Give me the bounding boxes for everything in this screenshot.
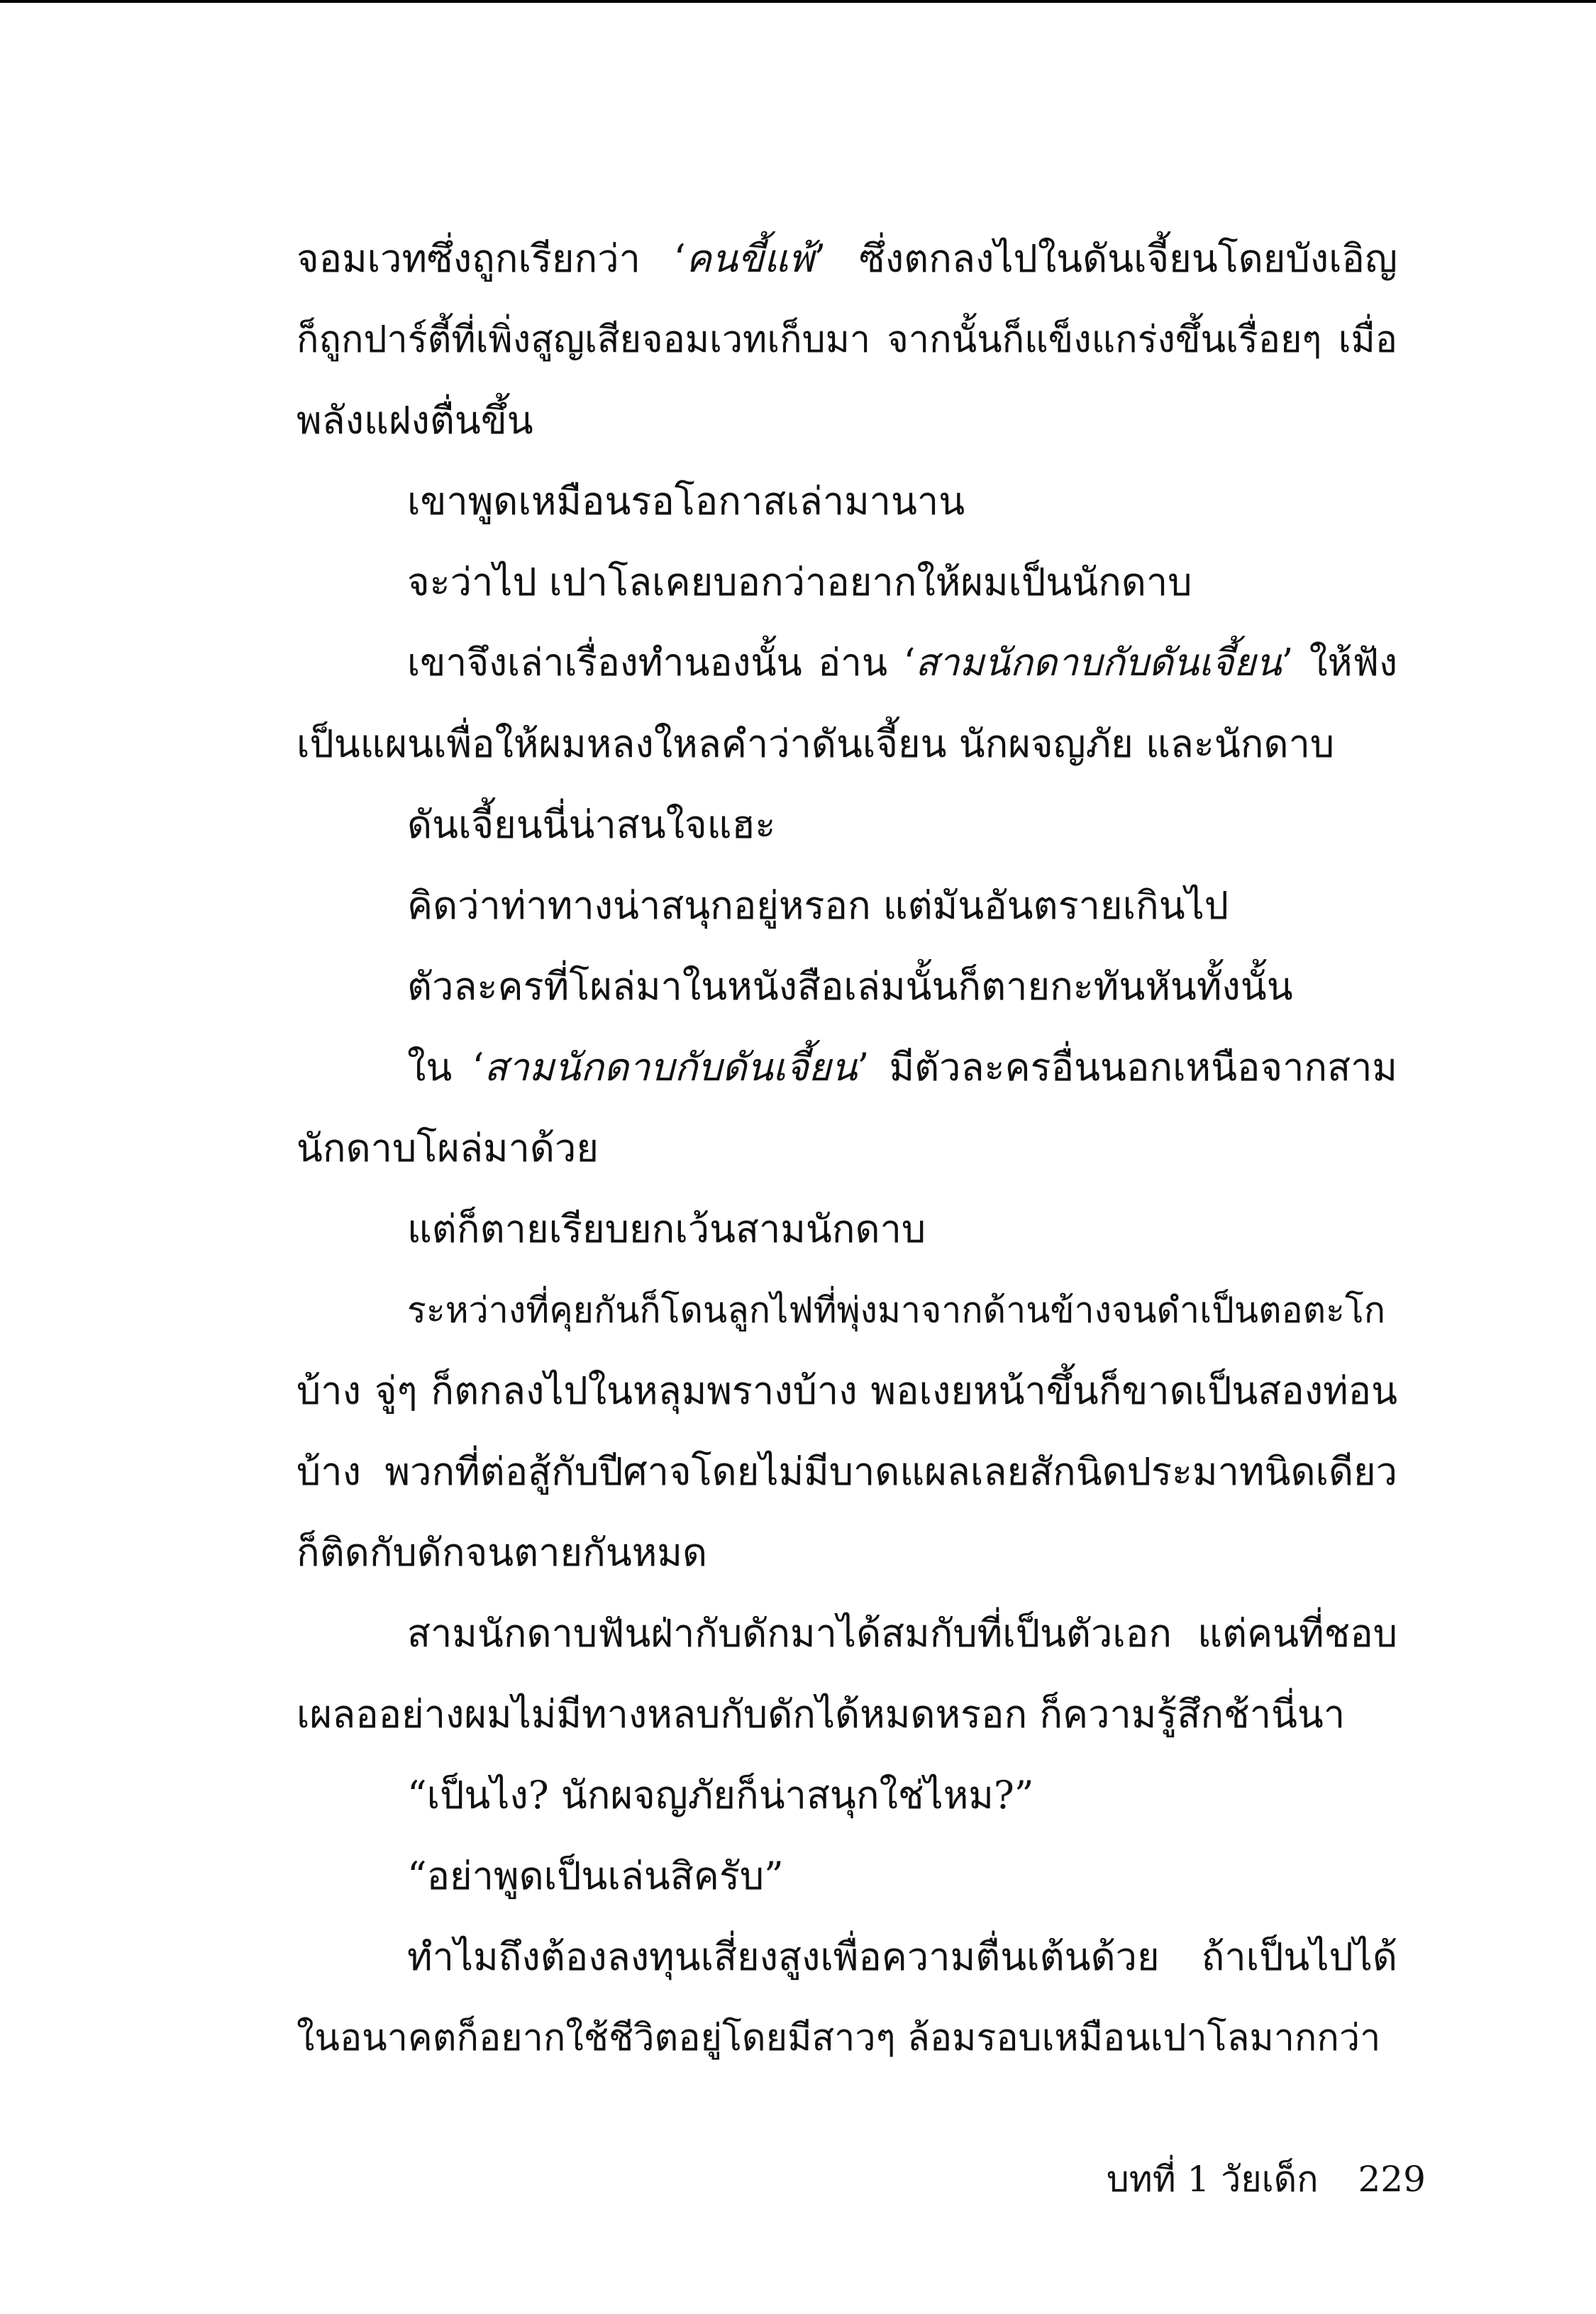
italic-term: คนขี้แพ้ [685, 236, 814, 281]
text-run: “อย่าพูดเป็นเล่นสิครับ” [407, 1854, 784, 1898]
text-line [297, 1512, 1397, 1593]
text-run: พลังแฝงตื่นขึ้น [297, 398, 533, 443]
text-run: ’ ซึ่งตกลงไปในดันเจี้ยนโดยบังเอิญ [814, 236, 1397, 281]
italic-book-title: สามนักดาบกับดันเจี้ยน [915, 641, 1282, 685]
text-run: บ้าง จู่ๆ ก็ตกลงไปในหลุมพรางบ้าง พอเงยหน้าขึ้นก็ขาดเป็นสองท่อน [297, 1368, 1397, 1413]
text-run: ในอนาคตก็อยากใช้ชีวิตอยู่โดยมีสาวๆ ล้อมรอบเหมือนเปาโลมากกว่า [297, 2017, 1381, 2059]
text-line [297, 1917, 1397, 1998]
text-run: เผลออย่างผมไม่มีทางหลบกับดักได้หมดหรอก ก็ความรู้สึกช้านี่นา [297, 1692, 1346, 1737]
text-run: ใน ‘ [407, 1045, 484, 1090]
text-run: จะว่าไป เปาโลเคยบอกว่าอยากให้ผมเป็นนักดาบ [407, 560, 1192, 604]
text-run: ทำไมถึงต้องลงทุนเสี่ยงสูงเพื่อความตื่นเต้นด้วย ถ้าเป็นไปได้ [407, 1934, 1397, 1979]
text-line [297, 1998, 1397, 2078]
text-run: เป็นแผนเพื่อให้ผมหลงใหลคำว่าดันเจี้ยน นักผจญภัย และนักดาบ [297, 721, 1335, 766]
text-line [297, 865, 1397, 946]
text-run: นักดาบโผล่มาด้วย [297, 1126, 599, 1170]
page-footer [1107, 2151, 1426, 2208]
text-line [297, 946, 1397, 1027]
dialogue-line [297, 1836, 1397, 1917]
text-line [297, 542, 1397, 623]
text-run: ระหว่างที่คุยกันก็โดนลูกไฟที่พุ่งมาจากด้านข้างจนดำเป็นตอตะโก [407, 1290, 1386, 1331]
text-run: แต่ก็ตายเรียบยกเว้นสามนักดาบ [407, 1207, 926, 1251]
body-text [297, 218, 1397, 2078]
text-line [297, 1027, 1397, 1108]
text-run: เขาจึงเล่าเรื่องทำนองนั้น อ่าน ‘ [407, 641, 916, 685]
text-line [297, 1432, 1397, 1512]
text-line [297, 380, 1397, 461]
text-line [297, 1674, 1397, 1755]
text-line [297, 461, 1397, 542]
text-run: ดันเจี้ยนนี่น่าสนใจแฮะ [407, 802, 776, 847]
chapter-label: บทที่ 1 วัยเด็ก [1107, 2159, 1319, 2200]
text-run: ก็ติดกับดักจนตายกันหมด [297, 1530, 708, 1575]
top-rule [0, 0, 1596, 3]
text-line [297, 623, 1397, 704]
page-number: 229 [1358, 2159, 1426, 2200]
text-line [297, 1108, 1397, 1189]
text-line [297, 1189, 1397, 1270]
text-run: ก็ถูกปาร์ตี้ที่เพิ่งสูญเสียจอมเวทเก็บมา จากนั้นก็แข็งแกร่งขึ้นเรื่อยๆ เมื่อ [297, 319, 1397, 361]
text-line [297, 1351, 1397, 1432]
text-run: ตัวละครที่โผล่มาในหนังสือเล่มนั้นก็ตายกะทันหันทั้งนั้น [407, 964, 1293, 1009]
text-line [297, 299, 1397, 380]
text-run: เขาพูดเหมือนรอโอกาสเล่ามานาน [407, 479, 965, 524]
text-line [297, 1270, 1397, 1351]
text-run: สามนักดาบฟันฝ่ากับดักมาได้สมกับที่เป็นตัวเอก แต่คนที่ชอบ [407, 1611, 1397, 1656]
text-run: คิดว่าท่าทางน่าสนุกอยู่หรอก แต่มันอันตรายเกินไป [407, 883, 1229, 928]
dialogue-line [297, 1755, 1397, 1836]
text-run: ’ ให้ฟัง [1281, 641, 1397, 685]
text-line [297, 218, 1397, 299]
italic-book-title: สามนักดาบกับดันเจี้ยน [484, 1045, 858, 1090]
text-line [297, 1593, 1397, 1674]
text-run: จอมเวทซึ่งถูกเรียกว่า ‘ [297, 236, 686, 281]
text-line [297, 704, 1397, 785]
text-run: ’ มีตัวละครอื่นนอกเหนือจากสาม [857, 1045, 1397, 1090]
text-line [297, 785, 1397, 865]
text-run: “เป็นไง? นักผจญภัยก็น่าสนุกใช่ไหม?” [407, 1773, 1034, 1817]
text-run: บ้าง พวกที่ต่อสู้กับปีศาจโดยไม่มีบาดแผลเลยสักนิดประมาทนิดเดียว [297, 1449, 1397, 1494]
